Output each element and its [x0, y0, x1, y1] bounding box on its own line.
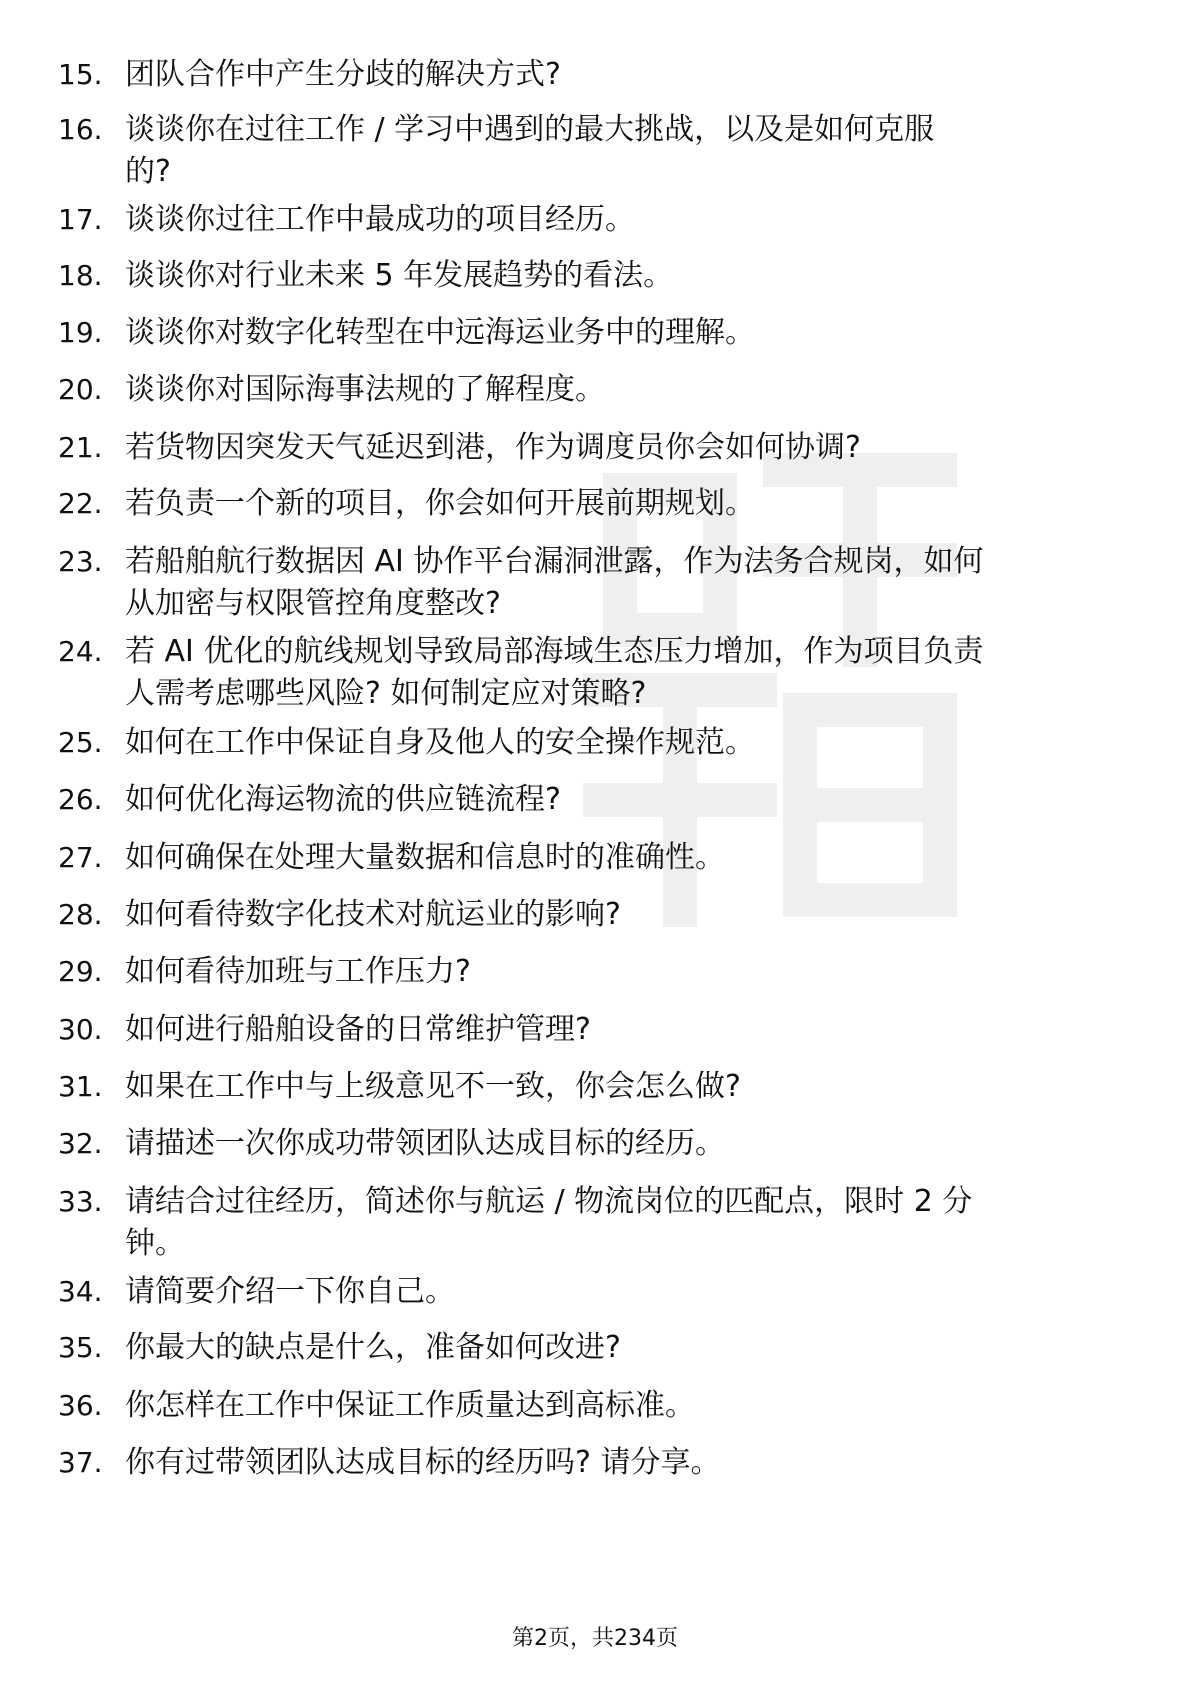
- question-text-line: 谈谈你在过往工作 / 学习中遇到的最大挑战，以及是如何克服: [125, 112, 935, 147]
- question-number: 34.: [58, 1275, 103, 1308]
- question-number: 33.: [58, 1185, 103, 1218]
- question-number: 15.: [58, 58, 103, 91]
- question-number: 30.: [58, 1013, 103, 1046]
- question-number: 28.: [58, 898, 103, 931]
- question-text-line: 你有过带领团队达成目标的经历吗? 请分享。: [125, 1445, 721, 1480]
- question-text-line: 如何看待加班与工作压力?: [125, 954, 471, 989]
- question-number: 21.: [58, 431, 103, 464]
- question-number: 27.: [58, 841, 103, 874]
- question-text-line: 如何在工作中保证自身及他人的安全操作规范。: [125, 725, 755, 760]
- question-text-line: 团队合作中产生分歧的解决方式?: [125, 57, 561, 92]
- question-text-line: 钟。: [125, 1226, 185, 1261]
- question-text-line: 从加密与权限管控角度整改?: [125, 586, 501, 621]
- question-text-line: 请结合过往经历，简述你与航运 / 物流岗位的匹配点，限时 2 分: [125, 1184, 973, 1219]
- question-text-line: 如果在工作中与上级意见不一致，你会怎么做?: [125, 1069, 741, 1104]
- question-number: 22.: [58, 487, 103, 520]
- question-text-line: 谈谈你过往工作中最成功的项目经历。: [125, 202, 635, 237]
- page-footer: 第2页，共234页: [512, 1626, 678, 1651]
- question-text-line: 如何优化海运物流的供应链流程?: [125, 782, 561, 817]
- question-text-line: 你怎样在工作中保证工作质量达到高标准。: [125, 1388, 695, 1423]
- question-number: 19.: [58, 316, 103, 349]
- question-text-line: 谈谈你对国际海事法规的了解程度。: [125, 372, 605, 407]
- question-number: 37.: [58, 1446, 103, 1479]
- question-text-line: 若货物因突发天气延迟到港，作为调度员你会如何协调?: [125, 430, 861, 465]
- question-text-line: 请描述一次你成功带领团队达成目标的经历。: [125, 1126, 725, 1161]
- question-text-line: 若船舶航行数据因 AI 协作平台漏洞泄露，作为法务合规岗，如何: [125, 544, 984, 579]
- question-text-line: 如何进行船舶设备的日常维护管理?: [125, 1012, 591, 1047]
- question-text-line: 的?: [125, 154, 171, 189]
- question-text-line: 若负责一个新的项目，你会如何开展前期规划。: [125, 486, 755, 521]
- question-number: 32.: [58, 1127, 103, 1160]
- question-number: 17.: [58, 203, 103, 236]
- question-number: 23.: [58, 545, 103, 578]
- question-number: 26.: [58, 783, 103, 816]
- question-text-line: 谈谈你对行业未来 5 年发展趋势的看法。: [125, 258, 674, 293]
- question-number: 20.: [58, 373, 103, 406]
- question-number: 25.: [58, 726, 103, 759]
- question-number: 16.: [58, 113, 103, 146]
- question-number: 29.: [58, 955, 103, 988]
- question-number: 18.: [58, 259, 103, 292]
- question-text-line: 请简要介绍一下你自己。: [125, 1274, 455, 1309]
- question-text-line: 如何确保在处理大量数据和信息时的准确性。: [125, 840, 725, 875]
- question-number: 24.: [58, 635, 103, 668]
- question-text-line: 人需考虑哪些风险? 如何制定应对策略?: [125, 676, 647, 711]
- question-text-line: 谈谈你对数字化转型在中远海运业务中的理解。: [125, 315, 755, 350]
- question-text-line: 如何看待数字化技术对航运业的影响?: [125, 897, 621, 932]
- question-number: 35.: [58, 1331, 103, 1364]
- question-text-line: 你最大的缺点是什么，准备如何改进?: [125, 1330, 621, 1365]
- question-text-line: 若 AI 优化的航线规划导致局部海域生态压力增加，作为项目负责: [125, 634, 984, 669]
- question-number: 31.: [58, 1070, 103, 1103]
- question-number: 36.: [58, 1389, 103, 1422]
